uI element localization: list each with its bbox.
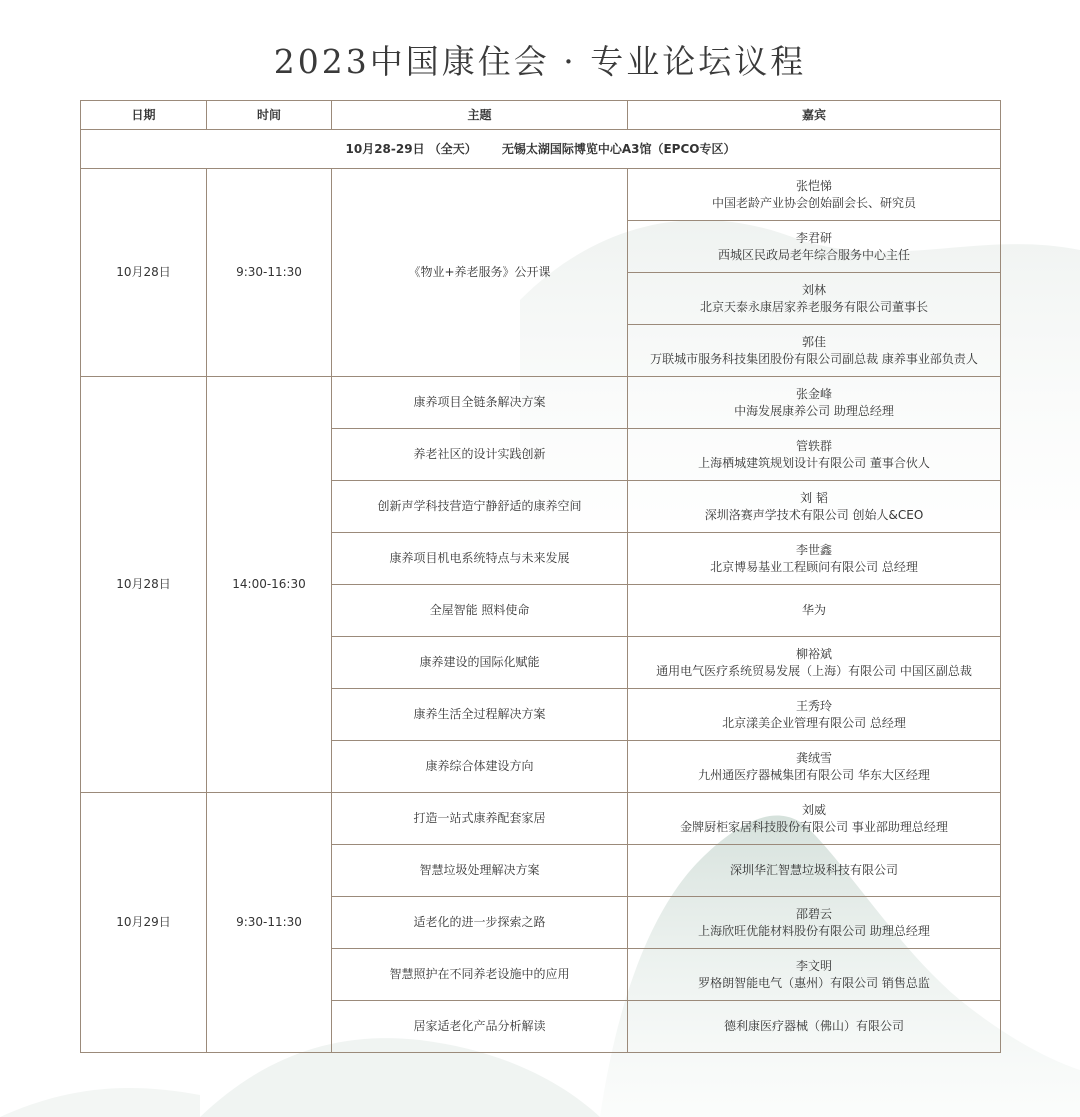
guest-org: 中海发展康养公司 助理总经理	[734, 403, 894, 418]
topic-cell: 康养综合体建设方向	[332, 741, 628, 793]
guest-org: 北京博易基业工程顾问有限公司 总经理	[710, 559, 918, 574]
topic-cell: 适老化的进一步探索之路	[332, 897, 628, 949]
guest-cell	[628, 325, 1001, 377]
topic-cell: 康养生活全过程解决方案	[332, 689, 628, 741]
guest-name: 王秀玲	[795, 698, 832, 713]
guest-cell	[628, 273, 1001, 325]
topic-cell: 养老社区的设计实践创新	[332, 429, 628, 481]
header-row	[81, 101, 1001, 130]
guest-name: 华为	[801, 603, 826, 617]
guest-name: 张恺悌	[795, 178, 832, 193]
guest-cell	[628, 741, 1001, 793]
guest-org: 九州通医疗器械集团有限公司 华东大区经理	[698, 767, 930, 782]
guest-org: 北京漾美企业管理有限公司 总经理	[722, 715, 906, 730]
guest-org: 通用电气医疗系统贸易发展（上海）有限公司 中国区副总裁	[656, 663, 972, 678]
topic-cell: 打造一站式康养配套家居	[332, 793, 628, 845]
guest-name: 邵碧云	[795, 906, 832, 921]
table-row	[81, 377, 1001, 429]
guest-cell	[628, 637, 1001, 689]
header-date: 日期	[81, 101, 207, 130]
guest-name: 龚绒雪	[795, 750, 832, 765]
guest-org: 万联城市服务科技集团股份有限公司副总裁 康养事业部负责人	[650, 351, 978, 366]
guest-org: 西城区民政局老年综合服务中心主任	[717, 247, 910, 262]
page-title: 2023中国康住会 · 专业论坛议程	[273, 42, 807, 81]
table-row	[81, 169, 1001, 221]
guest-cell	[628, 689, 1001, 741]
guest-cell	[628, 949, 1001, 1001]
topic-cell: 《物业+养老服务》公开课	[332, 169, 628, 377]
date-cell: 10月29日	[81, 793, 207, 1053]
header-time: 时间	[207, 101, 332, 130]
agenda-table	[80, 100, 1001, 1053]
header-topic: 主题	[332, 101, 628, 130]
topic-cell: 智慧垃圾处理解决方案	[332, 845, 628, 897]
topic-cell: 康养项目全链条解决方案	[332, 377, 628, 429]
topic-cell: 居家适老化产品分析解读	[332, 1001, 628, 1053]
guest-cell	[628, 1001, 1001, 1053]
guest-name: 柳裕斌	[795, 646, 832, 661]
topic-cell: 智慧照护在不同养老设施中的应用	[332, 949, 628, 1001]
topic-cell: 康养项目机电系统特点与未来发展	[332, 533, 628, 585]
banner-row	[81, 130, 1001, 169]
guest-name: 深圳华汇智慧垃圾科技有限公司	[729, 863, 898, 877]
guest-org: 罗格朗智能电气（惠州）有限公司 销售总监	[698, 975, 930, 990]
guest-name: 李世鑫	[795, 542, 832, 557]
guest-cell	[628, 845, 1001, 897]
guest-name: 张金峰	[795, 386, 832, 401]
guest-cell	[628, 429, 1001, 481]
guest-cell	[628, 585, 1001, 637]
time-cell: 9:30-11:30	[207, 793, 332, 1053]
guest-name: 刘林	[801, 282, 826, 297]
time-cell: 14:00-16:30	[207, 377, 332, 793]
banner-date: 10月28-29日 （全天）	[345, 141, 477, 156]
guest-cell	[628, 169, 1001, 221]
banner-venue: 无锡太湖国际博览中心A3馆（EPCO专区）	[501, 141, 736, 156]
topic-cell: 创新声学科技营造宁静舒适的康养空间	[332, 481, 628, 533]
guest-cell	[628, 897, 1001, 949]
guest-name: 李君研	[795, 230, 832, 245]
guest-cell	[628, 481, 1001, 533]
topic-cell: 康养建设的国际化赋能	[332, 637, 628, 689]
guest-org: 深圳洛赛声学技术有限公司 创始人&CEO	[704, 507, 924, 522]
guest-cell	[628, 377, 1001, 429]
guest-org: 上海欣旺优能材料股份有限公司 助理总经理	[698, 923, 930, 938]
date-cell: 10月28日	[81, 169, 207, 377]
guest-name: 德利康医疗器械（佛山）有限公司	[723, 1019, 904, 1033]
banner-cell	[81, 130, 1001, 169]
topic-cell: 全屋智能 照料使命	[332, 585, 628, 637]
guest-org: 中国老龄产业协会创始副会长、研究员	[711, 195, 916, 210]
guest-name: 刘威	[801, 802, 826, 817]
time-cell: 9:30-11:30	[207, 169, 332, 377]
table-row	[81, 793, 1001, 845]
date-cell: 10月28日	[81, 377, 207, 793]
guest-name: 管轶群	[795, 438, 832, 453]
guest-cell	[628, 221, 1001, 273]
guest-org: 金牌厨柜家居科技股份有限公司 事业部助理总经理	[680, 819, 948, 834]
guest-org: 上海栖城建筑规划设计有限公司 董事合伙人	[698, 455, 930, 470]
guest-org: 北京天泰永康居家养老服务有限公司董事长	[699, 299, 928, 314]
guest-name: 郭佳	[801, 334, 826, 349]
guest-cell	[628, 533, 1001, 585]
guest-name: 刘 韬	[800, 490, 828, 505]
header-guest: 嘉宾	[628, 101, 1001, 130]
guest-name: 李文明	[795, 958, 832, 973]
guest-cell	[628, 793, 1001, 845]
